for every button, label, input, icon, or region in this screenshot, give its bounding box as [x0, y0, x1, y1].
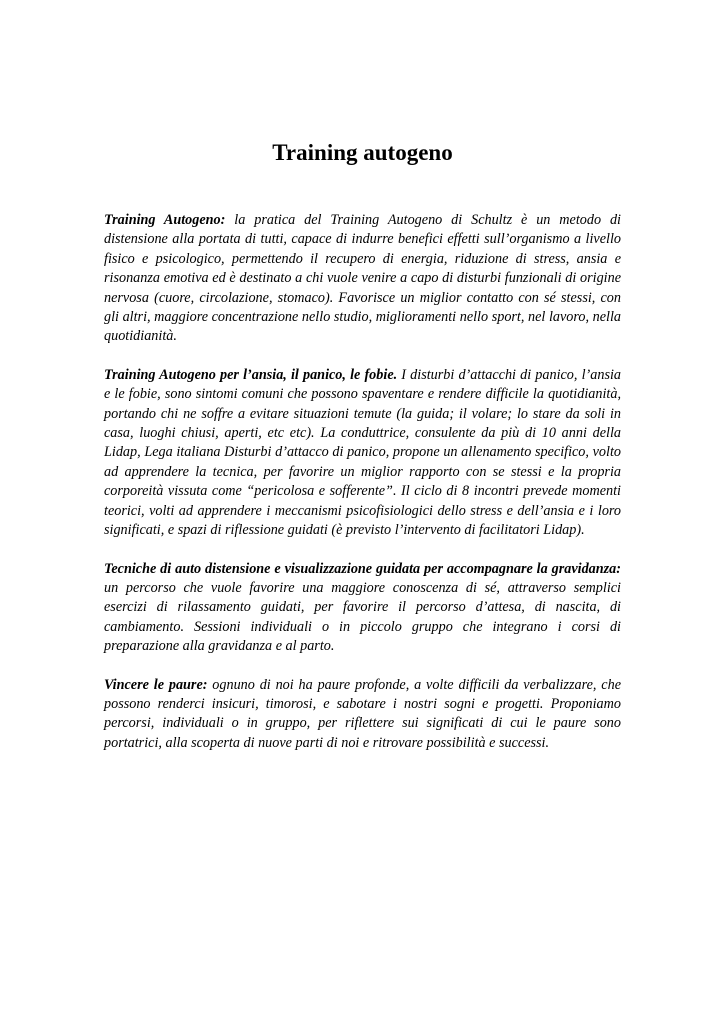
paragraph-text: ognuno di noi ha paure profonde, a volte difficili da verbalizzare, che possono renderci insicuri, timorosi, e sabotare i nostri sogni e progetti. Proponiamo percorsi, individuali o in gruppo, per riflettere sui significati di cui le paure sono portatrici, alla scoperta di nuove parti di noi e ritrovare possibilità e successi. — [104, 676, 621, 751]
paragraph-lead: Vincere le paure: — [104, 676, 208, 693]
paragraph-lead: Tecniche di auto distensione e visualizzazione guidata per accompagnare la gravidanza: — [104, 560, 621, 577]
page-title: Training autogeno — [272, 140, 453, 165]
paragraph-lead: Training Autogeno: — [104, 212, 226, 228]
paragraph-vincere-paure — [104, 676, 621, 754]
document-body — [104, 211, 621, 772]
paragraph-gravidanza — [104, 560, 621, 657]
paragraph-lead: Training Autogeno per l’ansia, il panico, le fobie. — [104, 366, 398, 383]
paragraph-training-autogeno — [104, 211, 621, 347]
paragraph-text: la pratica del Training Autogeno di Schultz è un metodo di distensione alla portata di tutti, capace di indurre benefici effetti sull’organismo a livello fisico e psicologico, permettendo il recupero di energia, riduzione di stress, ansia e risonanza emotiva ed è destinato a chi vuole venire a capo di disturbi funzionali di origine nervosa (cuore, circolazione, stomaco). Favorisce un miglior contatto con sé stessi, con gli altri, maggiore concentrazione nello studio, miglioramenti nello sport, nel lavoro, nella quotidianità. — [104, 212, 621, 345]
paragraph-text: un percorso che vuole favorire una maggiore conoscenza di sé, attraverso semplici esercizi di rilassamento guidati, per favorire il percorso d’attesa, di nascita, di cambiamento. Sessioni individuali o in piccolo gruppo che integrano i corsi di preparazione alla gravidanza e al parto. — [104, 579, 621, 655]
paragraph-text: I disturbi d’attacchi di panico, l’ansia e le fobie, sono sintomi comuni che possono spaventare e rendere difficile la quotidianità, portando chi ne soffre a evitare situazioni temute (la guida; il volare; lo stare da soli in casa, luoghi chiusi, aperti, etc etc). La conduttrice, consulente da più di 10 anni della Lidap, Lega italiana Disturbi d’attacco di panico, propone un allenamento specifico, volto ad apprendere la tecnica, per favorire un miglior rapporto con se stessi e la propria corporeità vissuta come “pericolosa e sofferente”. Il ciclo di 8 incontri prevede momenti teorici, volti ad apprendere i meccanismi psicofisiologici dello stress e dell’ansia e i loro significati, e spazi di riflessione guidati (è previsto l’intervento di facilitatori Lidap). — [104, 366, 622, 539]
paragraph-ansia-panico-fobie — [104, 366, 621, 541]
